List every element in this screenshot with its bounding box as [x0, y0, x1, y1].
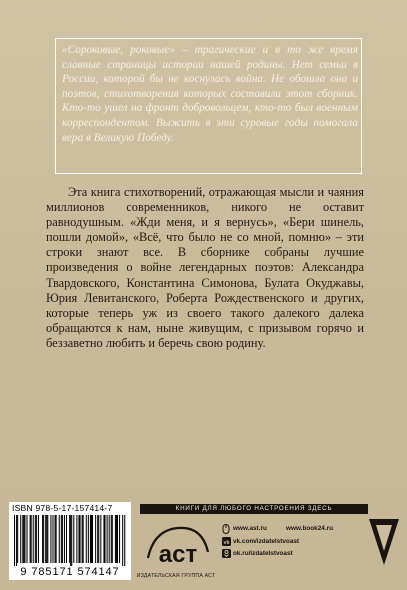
barcode-bar — [76, 515, 77, 563]
barcode-bar — [69, 515, 70, 563]
link-ok[interactable]: ok.ru/izdatelstvoast — [233, 550, 293, 557]
barcode-bar — [107, 515, 108, 563]
barcode-bar — [71, 515, 72, 567]
barcode-bar — [36, 515, 37, 563]
mouse-icon — [222, 524, 230, 534]
barcode-bar — [16, 515, 17, 567]
barcode-bar — [52, 515, 53, 563]
ast-logo-text: аст — [158, 541, 198, 568]
barcode-bar — [31, 515, 32, 563]
link-vk[interactable]: vk.com/izdatelstvoast — [233, 538, 300, 545]
barcode-bar — [46, 515, 47, 563]
barcode-bar — [124, 515, 125, 567]
barcode-bar — [80, 515, 81, 563]
barcode-bar — [56, 515, 57, 563]
ok-icon — [222, 549, 231, 558]
slogan-text: КНИГИ ДЛЯ ЛЮБОГО НАСТРОЕНИЯ ЗДЕСЬ — [175, 505, 333, 512]
barcode-bar — [66, 515, 67, 563]
barcode-bar — [47, 515, 48, 563]
barcode-bar — [119, 515, 120, 563]
barcode-bar — [103, 515, 104, 563]
barcode-bar — [14, 515, 15, 567]
barcode-bar — [24, 515, 25, 563]
barcode-bar — [61, 515, 62, 563]
annotation-text: Эта книга стихотворений, отражающая мысли и чаяния миллионов современников, никого не оставит равнодушным. «Жди меня, и я вернусь», «Бери шинель, пошли домой», «Всё, что было не со мной, помню» – эти строки знают все. В сборнике собраны лучшие произведения о войне легендарных поэтов: Александра Твардовского, Константина Симонова, Булата Окуджавы, Юрия Левитанского, Роберта Рождественского и других, которые теперь уж из своего такого далекого далека обращаются к нам, ныне живущим, с призывом горячо и беззаветно любить и беречь свою родину. — [46, 185, 364, 350]
barcode-bar — [97, 515, 98, 563]
barcode-bar — [20, 515, 21, 563]
link-ast[interactable]: www.ast.ru — [233, 525, 267, 532]
barcode-bar — [26, 515, 27, 563]
barcode-bar — [64, 515, 65, 563]
barcode-bar — [122, 515, 123, 567]
ast-logo-icon — [144, 522, 212, 570]
barcode-bar — [104, 515, 105, 563]
barcode-bar — [23, 515, 24, 563]
isbn-label: ISBN 978-5-17-157414-7 — [12, 503, 113, 513]
barcode-bar — [100, 515, 101, 563]
barcode-bar — [43, 515, 44, 563]
barcode-bar — [116, 515, 117, 563]
barcode-bar — [33, 515, 34, 563]
barcode-bar — [17, 515, 18, 563]
barcode-bar — [82, 515, 83, 563]
barcode-bar — [42, 515, 43, 563]
barcode-bar — [35, 515, 36, 563]
barcode-bar — [111, 515, 112, 563]
barcode-bar — [73, 515, 74, 563]
barcode-bar — [91, 515, 92, 563]
barcode-icon — [14, 515, 126, 567]
publisher-name: ИЗДАТЕЛЬСКАЯ ГРУППА АСТ — [136, 573, 216, 579]
barcode-bar — [38, 515, 39, 563]
barcode-bar — [115, 515, 116, 563]
barcode-bar — [86, 515, 87, 563]
barcode-bar — [95, 515, 96, 563]
age-rating-v-icon — [367, 515, 401, 573]
barcode-bar — [30, 515, 31, 563]
barcode-bar — [45, 515, 46, 563]
barcode-digits: 9 785171 574147 — [9, 566, 131, 578]
barcode-bar — [92, 515, 93, 563]
vk-icon — [222, 537, 231, 546]
link-book24[interactable]: www.book24.ru — [286, 525, 333, 532]
barcode-bar — [90, 515, 91, 563]
barcode-bar — [50, 515, 51, 563]
svg-text:vk: vk — [223, 539, 230, 546]
barcode-bar — [62, 515, 63, 563]
barcode-bar — [55, 515, 56, 563]
barcode-bar — [88, 515, 89, 563]
barcode-bar — [70, 515, 71, 567]
barcode-bar — [83, 515, 84, 563]
barcode-bar — [117, 515, 118, 563]
barcode-bar — [59, 515, 60, 563]
barcode-bar — [78, 515, 79, 563]
barcode-bar — [98, 515, 99, 563]
barcode-bar — [109, 515, 110, 563]
quote-text: «Сороковые, роковые» – трагические и в то же время славные страницы истории нашей родины. Нет семьи в России, которой бы не коснулась война. Не обошла она и поэтов, стихотворения которых составили этот сборник. Кто-то ушел на фронт добровольцем, кто-то был военным корреспондентом. Выжить в эти суровые годы помогала вера в Великую Победу. — [62, 44, 358, 144]
barcode-bar — [112, 515, 113, 563]
barcode-bar — [22, 515, 23, 563]
